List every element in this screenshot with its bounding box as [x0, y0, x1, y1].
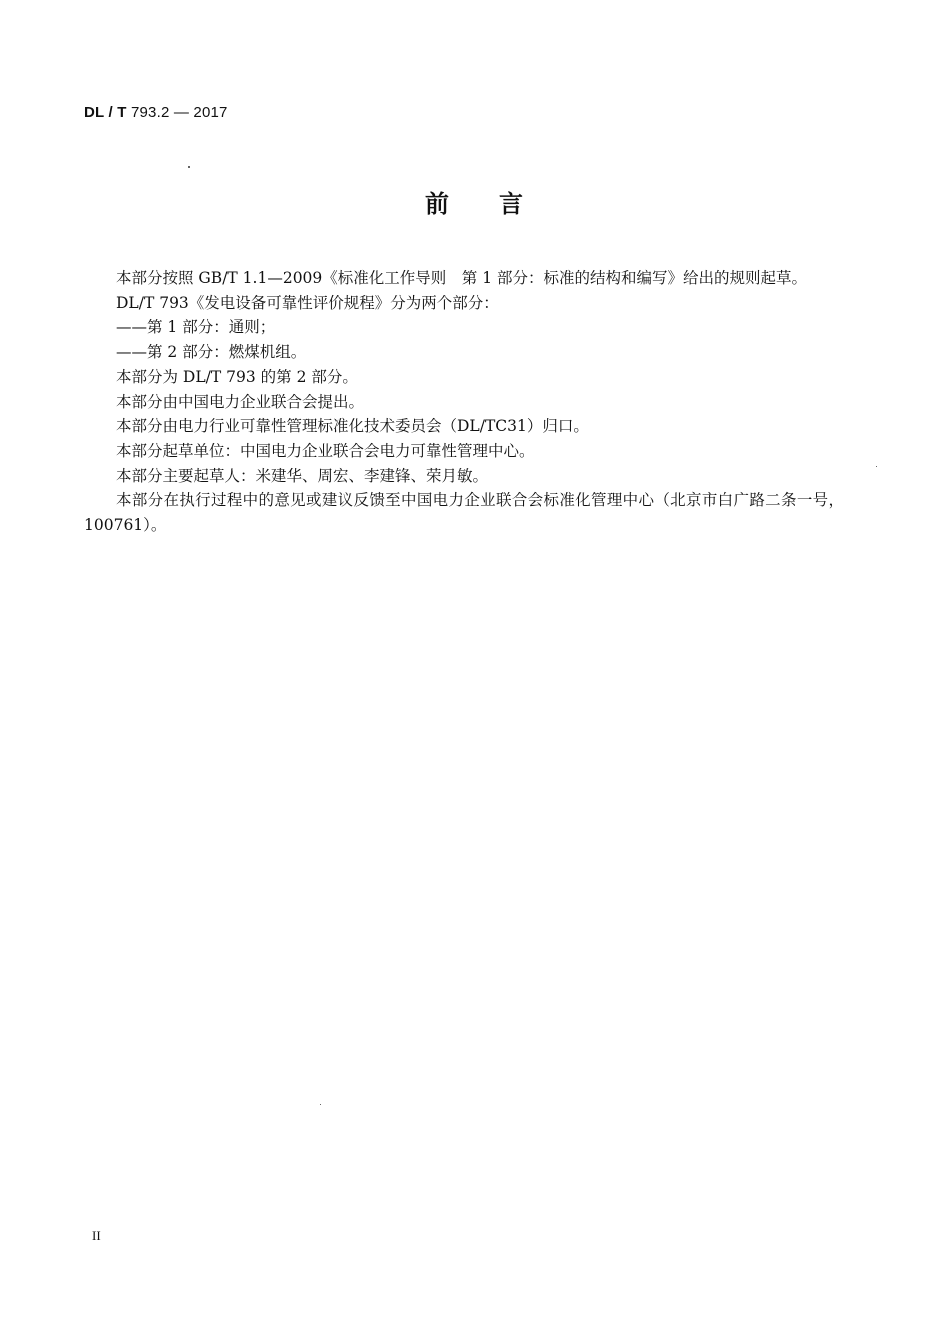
paragraph: 本部分为 DL/T 793 的第 2 部分。 — [116, 367, 358, 386]
paragraph: 本部分主要起草人：米建华、周宏、李建锋、荣月敏。 — [116, 466, 489, 485]
paragraph: 本部分在执行过程中的意见或建议反馈至中国电力企业联合会标准化管理中心（北京市白广路二条一号，100761）。 — [84, 491, 844, 535]
page-number: II — [92, 1228, 101, 1243]
page-title — [0, 184, 950, 219]
scan-speck — [188, 166, 190, 168]
paragraph: 本部分按照 GB/T 1.1—2009《标准化工作导则 第 1 部分：标准的结构和编写》给出的规则起草。 — [116, 269, 808, 287]
list-item: ——第 1 部分：通则； — [116, 318, 276, 337]
standard-code — [84, 104, 228, 121]
standard-number: 793.2 — 2017 — [126, 104, 228, 121]
paragraph: DL/T 793《发电设备可靠性评价规程》分为两个部分： — [116, 293, 499, 312]
scan-speck — [876, 466, 877, 467]
paragraph: 本部分由中国电力企业联合会提出。 — [116, 392, 365, 411]
paragraph: 本部分由电力行业可靠性管理标准化技术委员会（DL/TC31）归口。 — [116, 417, 589, 436]
paragraph: 本部分起草单位：中国电力企业联合会电力可靠性管理中心。 — [116, 441, 535, 460]
title-char-2: 言 — [499, 190, 525, 218]
foreword-body — [84, 266, 844, 538]
list-item: ——第 2 部分：燃煤机组。 — [116, 343, 307, 362]
title-char-1: 前 — [425, 190, 451, 218]
scan-speck — [320, 1104, 321, 1105]
standard-prefix: DL / T — [84, 104, 127, 121]
